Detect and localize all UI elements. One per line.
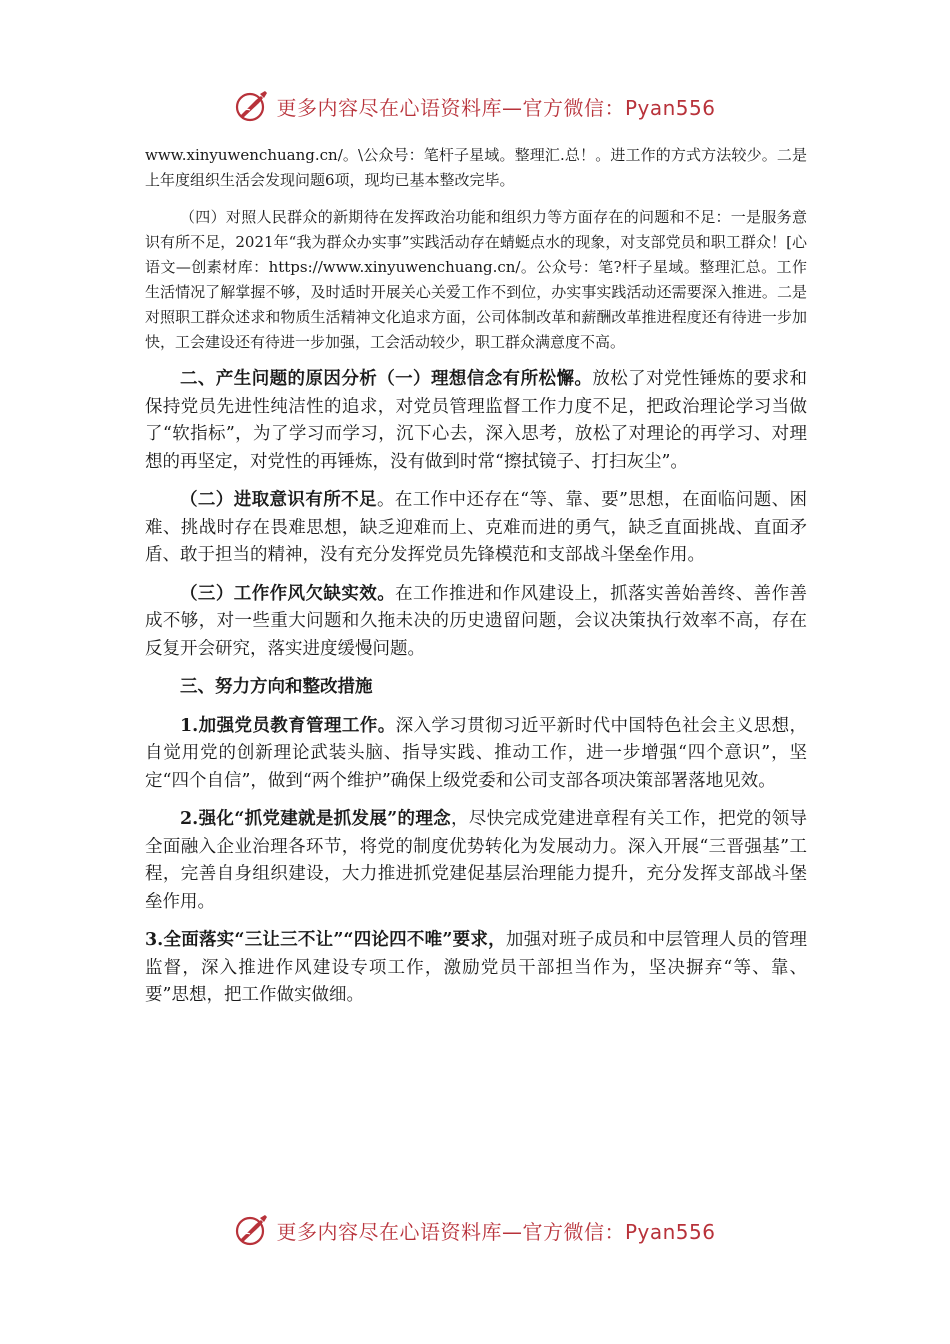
paragraph-7-heading: 1.加强党员教育管理工作。 xyxy=(180,715,396,736)
paragraph-4-heading: （二）进取意识有所不足 xyxy=(180,490,377,510)
paragraph-3-text: 放松了对党性锤炼的要求和保持党员先进性纯洁性的追求，对党员管理监督工作力度不足，把政治理论学习当做了“软指标”，为了学习而学习，沉下心去，深入思考，放松了对理论的再学习、对理想的再坚定，对党性的再锤炼，没有做到时常“擦拭镜子、打扫灰尘”。 xyxy=(145,369,808,472)
pen-logo-icon xyxy=(234,88,270,124)
paragraph-7-text: 深入学习贯彻习近平新时代中国特色社会主义思想，自觉用党的创新理论武装头脑、指导实践、推动工作，进一步增强“四个意识”，坚定“四个自信”，做到“两个维护”确保上级党委和公司支部各项决策部署落地见效。 xyxy=(145,715,808,791)
paragraph-9-text: 加强对班子成员和中层管理人员的管理监督，深入推进作风建设专项工作，激励党员干部担当作为，坚决摒弃“等、靠、要”思想，把工作做实做细。 xyxy=(145,930,807,1005)
banner-text: 更多内容尽在心语资料库—官方微信：Pyan556 xyxy=(276,95,716,120)
paragraph-4-text: 。在工作中还存在“等、靠、要”思想，在面临问题、困难、挑战时存在畏难思想，缺乏迎难而上、克难而进的勇气，缺乏直面挑战、直面矛盾、敢于担当的精神，没有充分发挥党员先锋模范和支部战斗堡垒作用。 xyxy=(145,490,807,565)
paragraph-2 xyxy=(145,205,807,355)
paragraph-8-text: ，尽快完成党建进章程有关工作，把党的领导全面融入企业治理各环节，将党的制度优势转化为发展动力。深入开展“三晋强基”工程，完善自身组织建设，大力推进抓党建促基层治理能力提升，充分发挥支部战斗堡垒作用。 xyxy=(145,809,808,912)
section-heading-3 xyxy=(145,674,807,702)
paragraph-9-heading: 3.全面落实“三让三不让”“四论四不唯”要求， xyxy=(145,930,506,950)
paragraph-3 xyxy=(145,366,807,476)
paragraph-8-heading: 2.强化“抓党建就是抓发展”的理念 xyxy=(180,809,451,829)
paragraph-5-heading: （三）工作作风欠缺实效。 xyxy=(180,583,396,604)
paragraph-2-text: （四）对照人民群众的新期待在发挥政治功能和组织力等方面存在的问题和不足：一是服务意识有所不足，2021年“我为群众办实事”实践活动存在蜻蜓点水的现象，对支部党员和职工群众！[心语文—创素材库：https://www.xinyuwenchuang.cn/。公众号：笔?杆子星域。整理汇总。工作生活情况了解掌握不够，及时适时开展关心关爱工作不到位，办实事实践活动还需要深入推进。二是对照职工群众述求和物质生活精神文化追求方面，公司体制改革和薪酬改革推进程度还有待进一步加快，工会建设还有待进一步加强，工会活动较少，职工群众满意度不高。 xyxy=(145,208,807,351)
paragraph-5 xyxy=(145,581,807,664)
paragraph-4 xyxy=(145,487,807,570)
paragraph-1 xyxy=(145,143,807,193)
paragraph-5-text: 在工作推进和作风建设上，抓落实善始善终、善作善成不够，对一些重大问题和久拖未决的历史遗留问题，会议决策执行效率不高，存在反复开会研究，落实进度缓慢问题。 xyxy=(145,583,808,659)
paragraph-9 xyxy=(145,927,807,1010)
paragraph-8 xyxy=(145,806,807,916)
section-heading-3-text: 三、努力方向和整改措施 xyxy=(180,677,373,697)
document-body xyxy=(145,143,807,1010)
pen-logo-icon xyxy=(234,1212,270,1248)
header-banner xyxy=(0,84,950,128)
paragraph-1-text: www.xinyuwenchuang.cn/。\公众号：笔杆子星域。整理汇.总！。进工作的方式方法较少。二是上年度组织生活会发现问题6项，现均已基本整改完毕。 xyxy=(145,146,807,189)
paragraph-3-heading: 二、产生问题的原因分析（一）理想信念有所松懈。 xyxy=(180,369,593,389)
banner-text: 更多内容尽在心语资料库—官方微信：Pyan556 xyxy=(276,1219,716,1244)
paragraph-7 xyxy=(145,713,807,796)
footer-banner xyxy=(0,1208,950,1252)
